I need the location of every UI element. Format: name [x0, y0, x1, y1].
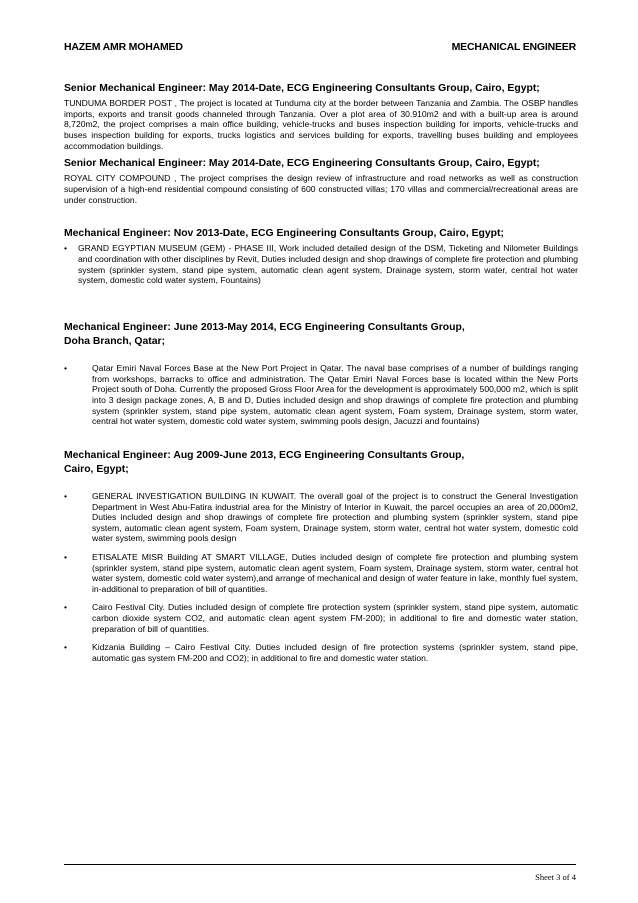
bullet-icon: •	[64, 491, 68, 502]
experience-entry	[64, 227, 578, 286]
list-item	[64, 602, 578, 634]
bullet-text: Qatar Emiri Naval Forces Base at the New Port Project in Qatar. The naval base comprises of a number of buildings ranging from workshops, barracks to office and administration. The Qatar Emiri Naval Forces base is located within the New Ports Project south of Doha. Currently the proposed Gross Floor Area for the development is approximately 500,000 m2, which is split into 3 design package zones, A, B and D, Duties included design and shop drawings of complete fire protection and plumbing system (sprinkler system, stand pipe system, automatic clean agent system, Foam system, Drainage system, storm water, central hot water system, domestic cold water system, swimming pools design, Jacuzzi and fountains)	[92, 363, 578, 427]
experience-entry	[64, 321, 578, 427]
bullet-list	[64, 491, 578, 663]
bullet-icon: •	[64, 552, 68, 563]
experience-entry	[64, 449, 578, 664]
candidate-name: HAZEM AMR MOHAMED	[64, 41, 183, 53]
list-item	[64, 243, 578, 285]
bullet-icon: •	[64, 642, 68, 653]
entry-heading: Mechanical Engineer: June 2013-May 2014, ECG Engineering Consultants Group, Doha Branch, Qatar;	[64, 321, 465, 347]
entry-heading: Mechanical Engineer: Aug 2009-June 2013, ECG Engineering Consultants Group, Cairo, Egypt;	[64, 449, 465, 475]
bullet-text: ETISALATE MISR Building AT SMART VILLAGE, Duties included design of complete fire protection and plumbing system (sprinkler system, stand pipe system, automatic clean agent system, Foam system, Drainage system, storm water, central hot water system, domestic cold water system),and arrange of mechanical and design of water feature in lake, monthly fuel system, in-additional to preparation of bill of quantities.	[92, 552, 578, 594]
page-number: Sheet 3 of 4	[535, 872, 576, 882]
entry-heading: Mechanical Engineer: Nov 2013-Date, ECG Engineering Consultants Group, Cairo, Egypt;	[64, 228, 504, 240]
bullet-icon: •	[64, 363, 68, 374]
bullet-text: Cairo Festival City. Duties included design of complete fire protection system (sprinkler system, stand pipe system, automatic carbon dioxide system CO2, and automatic clean agent system FM-200); in additional to fire and domestic water station, preparation of bill of quantities.	[92, 602, 578, 634]
candidate-title: MECHANICAL ENGINEER	[451, 41, 576, 53]
experience-entry	[64, 82, 578, 151]
bullet-text: Kidzania Building – Cairo Festival City. Duties included design of fire protection systems (sprinkler system, stand pipe, automatic gas system FM-200 and CO2); in additional to fire and domestic water station.	[92, 642, 578, 663]
bullet-icon: •	[64, 243, 68, 254]
entry-description: TUNDUMA BORDER POST , The project is located at Tunduma city at the border between Tanzania and Zambia. The OSBP handles imports, exports and transit goods channeled through Tanzania. Over a plot area of 30.910m2 and with a built-up area is around 8,720m2, the project comprises a main office building, vehicle-trucks and buses inspection building for imports, vehicle-trucks and buses inspection building for exports, trucks logistics and services building for exports, travelling buses building and employees accommodation buildings.	[64, 98, 578, 151]
list-item	[64, 552, 578, 594]
list-item	[64, 642, 578, 663]
list-item	[64, 363, 578, 427]
entry-heading: Senior Mechanical Engineer: May 2014-Date, ECG Engineering Consultants Group, Cairo, Egypt;	[64, 83, 540, 94]
bullet-list	[64, 363, 578, 427]
page-header	[64, 41, 576, 55]
list-item	[64, 491, 578, 544]
entry-heading: Senior Mechanical Engineer: May 2014-Date, ECG Engineering Consultants Group, Cairo, Egypt;	[64, 158, 540, 170]
footer-divider	[64, 864, 576, 865]
bullet-text: GRAND EGYPTIAN MUSEUM (GEM) - PHASE III, Work included detailed design of the DSM, Ticketing and Nilometer Buildings and coordination with other disciplines by Revit, Duties included design and shop drawings of complete fire protection and plumbing system (sprinkler system, stand pipe system, automatic clean agent system, Drainage system, storm water, central hot water system, domestic cold water system, Fountains)	[78, 243, 578, 286]
resume-content	[64, 82, 578, 671]
bullet-text: GENERAL INVESTIGATION BUILDING IN KUWAIT. The overall goal of the project is to construct the General Investigation Department in West Abu-Fatira industrial area for the Ministry of Interior in Kuwait, the parcel occupies an area of 20,000m2, Duties included design and shop drawings of complete fire protection and plumbing system (sprinkler system, stand pipe system, automatic clean agent system, Foam system, Drainage system, storm water, central hot water system, domestic cold water system, swimming pools design	[92, 491, 578, 544]
bullet-list	[64, 243, 578, 285]
experience-entry	[64, 157, 578, 205]
bullet-icon: •	[64, 602, 68, 613]
entry-description: ROYAL CITY COMPOUND , The project comprises the design review of infrastructure and road networks as well as construction supervision of a high-end residential compound consisting of 600 constructed villas; 170 villas and commercial/recreational areas are under construction.	[64, 173, 578, 205]
